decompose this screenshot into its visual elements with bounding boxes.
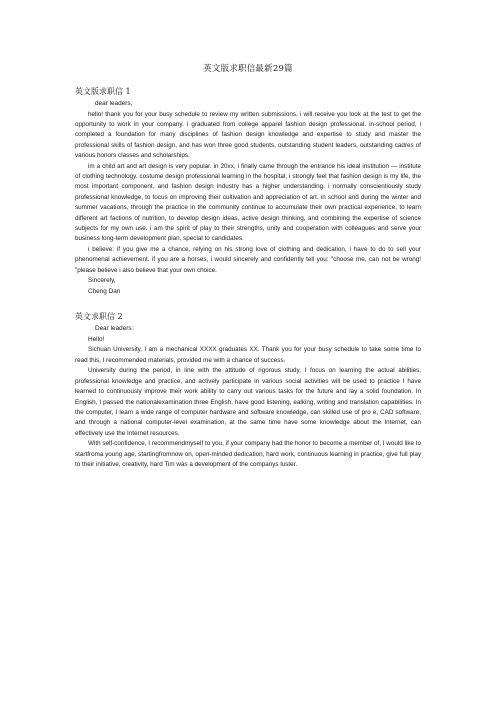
greeting: Hello! bbox=[88, 335, 105, 343]
document-title: 英文版求职信最新29篇 bbox=[203, 64, 293, 74]
letter-paragraph: i believe: if you give me a chance, relying on his strong love of clothing and dedication, i have to do to sell your phenomenal achievement. if you are a horses, i would sincerely and confidently tell you: "choose me, can not be wrong! "please believe i also believe that your own choice. bbox=[75, 245, 421, 274]
letter-paragraph: Sichuan University, I am a mechanical XXXX graduates XX. Thank you for your busy schedule to take some time to read this, I recommended materials, provided me with a chance of success. bbox=[75, 346, 421, 364]
closing: Sincerely, bbox=[88, 277, 116, 285]
letter-paragraph: With self-confidence, I recommendmyself to you, if your company had the honor to become a member of, I would like to startfroma young age, startingfromnow on, open-minded dedication, hard work, continuous learning in practice, give full play to their initiative, creativity, hard Tim was a development of the companys luster. bbox=[75, 440, 421, 468]
letter-paragraph: im a child art and art design is very popular. in 20xx, i finally came through the entrance his ideal institution — institute of clothing technology. costume design professional learning in the hospital, i strongly feel that fashion design is my life, the most important component, and fashion design industry has a higher understanding. i normally conscientiously study professional knowledge, to focus on improving their cultivation and appreciation of art. in school and during the winter and summer vacations, through the practice in the community continue to accumulate their own practical experience, to learn different art factions of nutrition, to develop design ideas, active design thinking, and combining the expertise of science subjects for my own use. i am the spirit of play to their strengths, unity and cooperation with colleagues and serve your business long-term development plan, special to candidates. bbox=[75, 162, 421, 243]
letter-paragraph: hello! thank you for your busy schedule to review my written submissions, i will receive you look at the test to get the opportunity to work in your company. i graduated from college apparel fashion design professional. in-school period, i completed a foundation for many disciplines of fashion design knowledge and expertise to study and master the professional skills of fashion design, and has won three good students, outstanding student leaders, outstanding cadres of various honors classes and scholarships. bbox=[75, 110, 421, 160]
letter-section-2 bbox=[75, 311, 421, 470]
section-heading: 英文版求职信 1 bbox=[75, 87, 131, 96]
salutation: Dear leaders： bbox=[95, 325, 138, 333]
letter-paragraph: University during the period, in line with the attitude of rigorous study, I focus on learning the actual abilities, professional knowledge and practice, and actively participate in various social activities will be used to practice I have learned to continuously improve their work ability to carry out various tasks for the future and lay a solid foundation. In English, I passed the nationalexamination three English, have good listening, ealking, writing and translation capabilities. In the computer, I learn a wide range of computer hardware and software knowledge, can skilled use of pro e, CAD software, and through a national computer-level examination, at the same time have some knowledge about the Internet, can effectively use the Internet resources. bbox=[75, 367, 421, 437]
letter-section-1 bbox=[75, 86, 421, 297]
signature: Cheng Dan bbox=[88, 287, 121, 295]
section-heading: 英文求职信 2 bbox=[75, 312, 123, 322]
salutation: dear leaders, bbox=[95, 100, 133, 107]
